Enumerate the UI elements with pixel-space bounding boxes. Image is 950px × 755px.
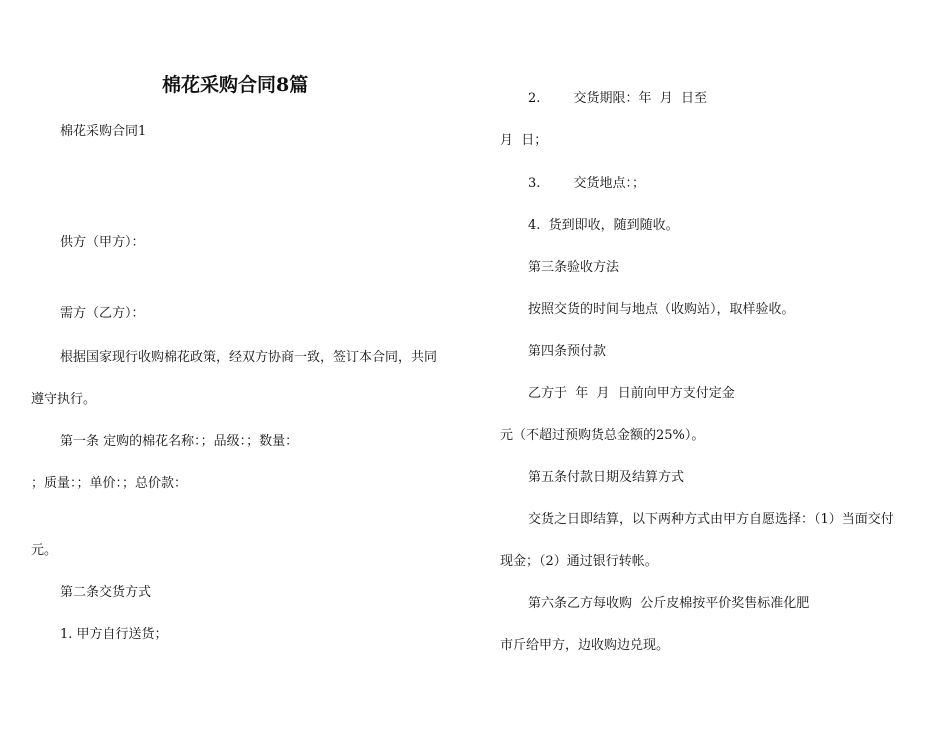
document-title: 棉花采购合同8篇 [162,74,309,96]
article-6-line-1: 第六条乙方每收购 公斤皮棉按平价奖售标准化肥 [528,596,810,611]
article-2-item-3: 3. 交货地点：； [528,176,645,191]
preamble-line-2: 遵守执行。 [31,392,97,407]
article-1-line-3: 元。 [31,543,58,558]
article-5-heading: 第五条付款日期及结算方式 [528,470,685,485]
article-4-heading: 第四条预付款 [528,344,607,359]
article-1-line-1: 第一条 定购的棉花名称：；品级：；数量： [60,434,299,449]
article-2-item-2-cont: 月 日； [500,133,548,148]
article-2-heading: 第二条交货方式 [60,585,152,600]
article-4-body-line-1: 乙方于 年 月 日前向甲方支付定金 [528,386,735,401]
article-5-body-line-1: 交货之日即结算，以下两种方式由甲方自愿选择：（1）当面交付 [528,512,894,527]
buyer-line: 需方（乙方）： [60,306,145,321]
article-1-line-2: ；质量：；单价：；总价款： [31,476,188,491]
article-3-body: 按照交货的时间与地点（收购站），取样验收。 [528,302,795,317]
article-6-line-2: 市斤给甲方，边收购边兑现。 [500,638,670,653]
article-3-heading: 第三条验收方法 [528,260,620,275]
article-5-body-line-2: 现金；（2）通过银行转帐。 [500,554,658,569]
preamble-line-1: 根据国家现行收购棉花政策，经双方协商一致，签订本合同，共同 [60,350,438,365]
article-2-item-1: 1. 甲方自行送货； [60,627,168,642]
article-4-body-line-2: 元（不超过预购货总金额的25%）。 [500,428,705,443]
article-2-item-4: 4. 货到即收，随到随收。 [528,218,679,233]
contract-heading: 棉花采购合同1 [60,124,147,139]
article-2-item-2: 2. 交货期限：年 月 日至 [528,91,707,106]
supplier-line: 供方（甲方）： [60,235,145,250]
